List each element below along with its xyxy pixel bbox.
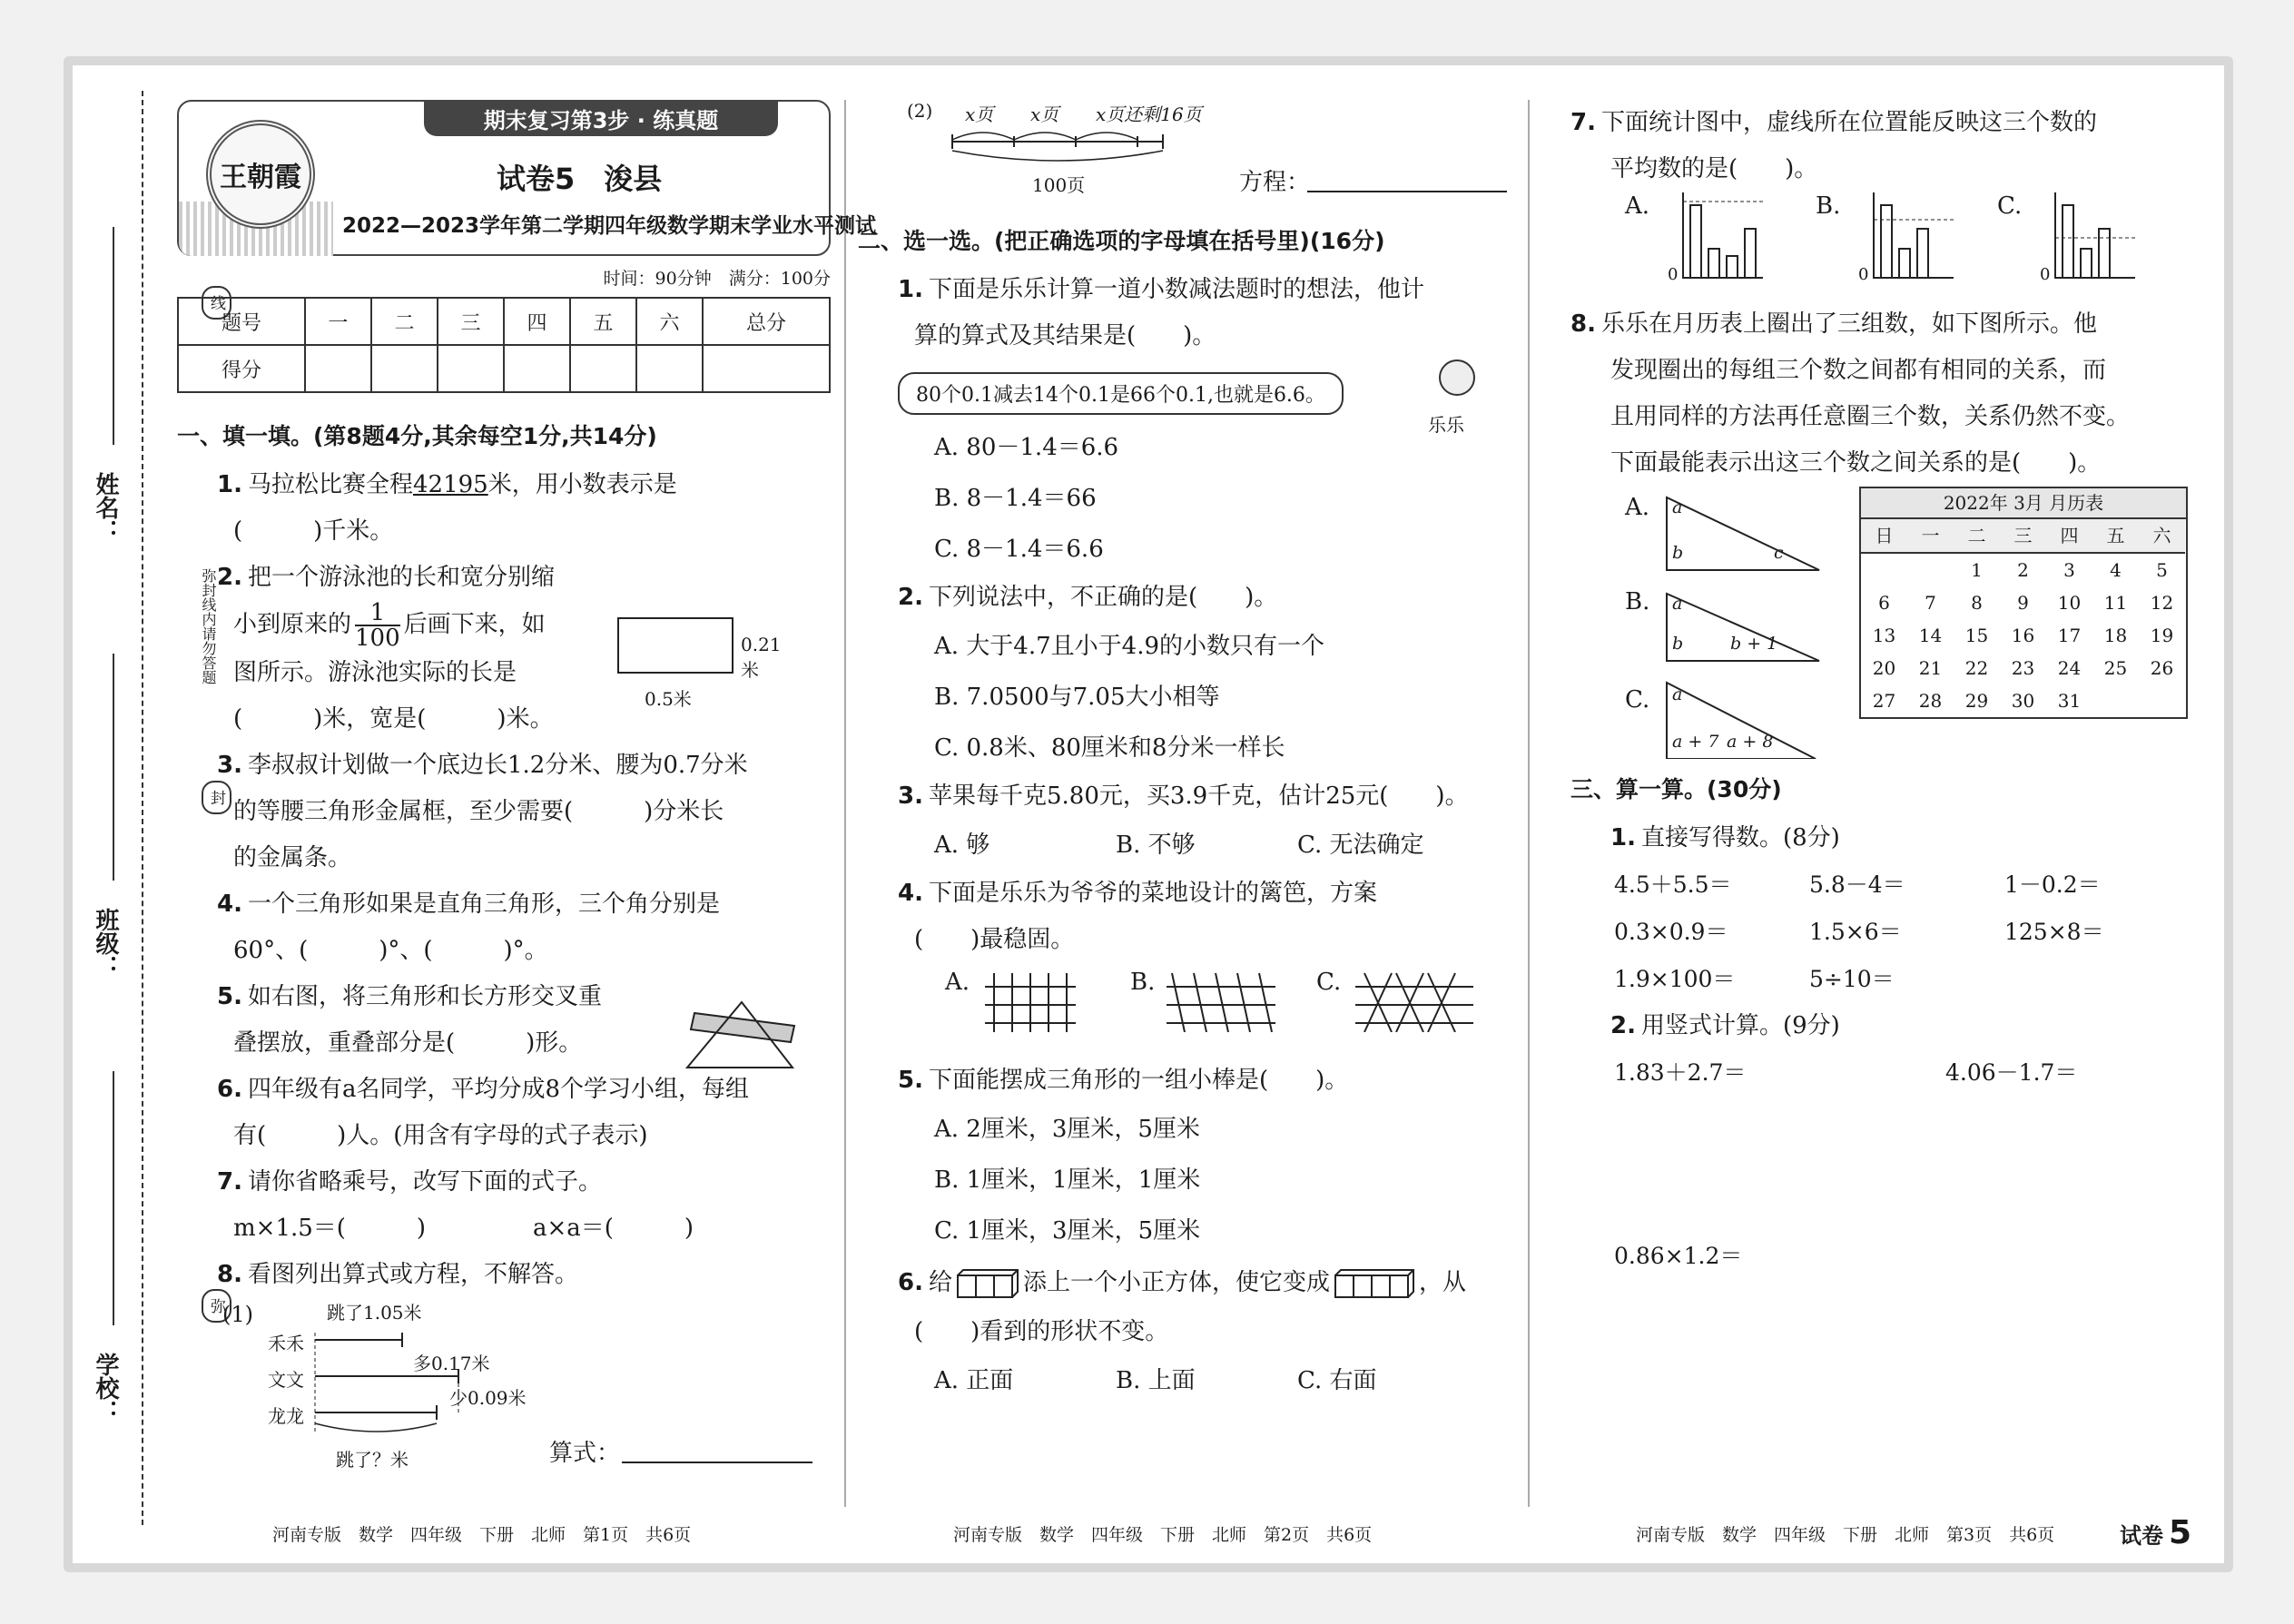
question-2-5: 5. 下面能摆成三角形的一组小棒是( )。 <box>898 1067 1349 1094</box>
pool-width-label: 0.21米 <box>741 634 782 681</box>
pool-diagram <box>617 617 799 717</box>
score-cell[interactable] <box>305 345 371 392</box>
fence-slant-icon <box>1167 969 1275 1032</box>
calc-item[interactable]: 5.8－4＝ <box>1809 871 1905 898</box>
score-head: 四 <box>504 298 570 345</box>
options-2-3 <box>858 820 1511 871</box>
question-1-7-items[interactable]: m×1.5＝( ) a×a＝( ) <box>233 1215 694 1242</box>
option-2-4-b[interactable]: B. <box>1130 969 1156 996</box>
calendar-day: 5 <box>2156 559 2168 581</box>
vertical-calc-item[interactable]: 1.83＋2.7＝ <box>1614 1059 1747 1086</box>
marathon-distance: 42195 <box>412 471 488 498</box>
option-2-1-a[interactable]: A. 80－1.4＝6.6 <box>934 434 1119 461</box>
question-1-2: 2. 把一个游泳池的长和宽分别缩 <box>217 564 555 591</box>
calendar-day: 4 <box>2110 559 2122 581</box>
calendar-day: 11 <box>2103 592 2128 614</box>
calendar-day: 26 <box>2150 657 2174 679</box>
question-1-6: 6. 四年级有a名同学，平均分成8个学习小组，每组 <box>217 1076 750 1103</box>
triangle-rectangle-figure <box>685 999 803 1071</box>
score-cell[interactable] <box>636 345 703 392</box>
page-footer-1: 河南专版 数学 四年级 下册 北师 第1页 共6页 <box>272 1525 692 1545</box>
formula-label: 算式： <box>549 1440 621 1467</box>
calendar-day: 1 <box>1971 559 1983 581</box>
calendar-grid <box>1861 519 2186 717</box>
calendar-week-row <box>1861 554 2186 586</box>
calendar-day: 27 <box>1872 690 1896 712</box>
column-2 <box>858 100 1511 1406</box>
mini-bar-chart-b <box>1872 192 1954 280</box>
calendar-day: 10 <box>2057 592 2082 614</box>
option-2-8-b[interactable]: B. <box>1625 588 1650 615</box>
question-1-3-line3: 的金属条。 <box>233 844 352 871</box>
seal-mark-mi: 弥 <box>202 1289 231 1323</box>
section-3-title: 三、算一算。(30分) <box>1570 776 1782 802</box>
calendar-day: 28 <box>1918 690 1943 712</box>
calendar-week-row <box>1861 652 2186 684</box>
column-3 <box>1570 100 2206 1280</box>
time-score-info: 时间：90分钟 满分：100分 <box>603 269 831 289</box>
question-1-7: 7. 请你省略乘号，改写下面的式子。 <box>217 1168 602 1196</box>
binding-margin <box>73 91 225 1525</box>
jump-diagram: (1) 跳了1.05米 禾禾 文文 龙龙 多0.17米 少0.09米 跳了？米 算式： <box>177 1298 831 1480</box>
vertical-calc-row <box>1570 1049 2206 1097</box>
column-divider <box>1528 100 1530 1507</box>
option-2-4-a[interactable]: A. <box>945 969 970 996</box>
options-2-6 <box>858 1355 1511 1406</box>
calendar-day: 31 <box>2057 690 2082 712</box>
option-2-6-c[interactable]: C. 右面 <box>1297 1367 1377 1394</box>
answer-blank[interactable]: ( )千米。 <box>233 517 394 545</box>
question-1-4: 4. 一个三角形如果是直角三角形，三个角分别是 <box>217 891 720 918</box>
fence-square-icon <box>985 969 1076 1032</box>
calendar-day: 6 <box>1878 592 1890 614</box>
calendar-day: 30 <box>2011 690 2035 712</box>
question-1-2-line2: 小到原来的 $\frac{1}{100}$ 后画下来，如 <box>233 599 546 652</box>
seal-mark-feng: 封 <box>202 781 231 814</box>
vertical-calc-item[interactable]: 4.06－1.7＝ <box>1945 1059 2078 1086</box>
question-2-2: 2. 下列说法中，不正确的是( )。 <box>898 584 1278 611</box>
calendar-title: 2022年 3月 月历表 <box>1861 488 2186 519</box>
calc-item[interactable]: 0.3×0.9＝ <box>1614 919 1728 945</box>
option-2-7-b[interactable]: B. <box>1816 192 1841 220</box>
calendar-day: 23 <box>2011 657 2035 679</box>
name-label: 姓名： <box>92 472 119 543</box>
question-1-5: 5. 如右图，将三角形和长方形交叉重 <box>217 983 602 1010</box>
score-head: 五 <box>570 298 636 345</box>
question-1-1: 1. 马拉松比赛全程42195米，用小数表示是 <box>217 471 677 498</box>
calendar-week-row <box>1861 586 2186 619</box>
question-2-6: 6. 给 添上一个小正方体，使它变成 ，从 <box>858 1256 1511 1309</box>
calendar-weekday: 二 <box>1954 519 2000 554</box>
score-head: 一 <box>305 298 371 345</box>
option-2-1-c[interactable]: C. 8－1.4＝6.6 <box>934 536 1104 563</box>
answer-blank[interactable]: 叠摆放，重叠部分是( )形。 <box>233 1029 583 1057</box>
pool-length-label: 0.5米 <box>645 688 692 710</box>
calendar-day: 22 <box>1964 657 1989 679</box>
score-row-label: 得分 <box>178 345 305 392</box>
score-cell[interactable] <box>570 345 636 392</box>
option-2-3-b[interactable]: B. 不够 <box>1116 832 1196 859</box>
option-2-3-c[interactable]: C. 无法确定 <box>1297 832 1424 859</box>
cubes-four-icon <box>1334 1268 1415 1299</box>
vertical-calc-row <box>1570 1233 2206 1280</box>
question-2-8-line2: 发现圈出的每组三个数之间都有相同的关系，而 <box>1610 357 2107 384</box>
exam-number-badge: 试卷 5 <box>2120 1514 2192 1551</box>
question-2-8-line3: 且用同样的方法再任意圈三个数，关系仍然不变。 <box>1610 403 2131 430</box>
option-2-8-a[interactable]: A. <box>1625 494 1650 521</box>
question-3-2: 2. 用竖式计算。(9分) <box>1610 1012 1840 1039</box>
column-divider <box>844 100 846 1507</box>
question-1-3-line2: 的等腰三角形金属框，至少需要( )分米长 <box>233 798 724 825</box>
cubes-three-icon <box>956 1268 1019 1299</box>
option-2-8-c[interactable]: C. <box>1625 686 1650 714</box>
exam-header <box>177 100 877 256</box>
calendar-day: 17 <box>2057 625 2082 646</box>
question-2-8: 8. 乐乐在月历表上圈出了三组数，如下图所示。他 <box>1570 310 2097 338</box>
fraction: $\frac{1}{100}$ <box>355 599 400 652</box>
score-cell[interactable] <box>371 345 438 392</box>
calendar-header-row <box>1861 519 2186 554</box>
question-2-4: 4. 下面是乐乐为爷爷的菜地设计的篱笆，方案 <box>898 880 1377 907</box>
calendar-day: 15 <box>1964 625 1989 646</box>
option-2-2-b[interactable]: B. 7.0500与7.05大小相等 <box>934 684 1220 711</box>
equation-answer-line[interactable] <box>1307 191 1507 192</box>
option-2-5-c[interactable]: C. 1厘米，3厘米，5厘米 <box>934 1217 1201 1245</box>
seal-note: 弥封线内请勿答题 <box>198 563 219 690</box>
calendar-weekday: 三 <box>2000 519 2046 554</box>
calendar-day: 9 <box>2017 592 2029 614</box>
seal-mark-xian: 线 <box>202 286 231 320</box>
score-cell[interactable] <box>703 345 830 392</box>
score-head: 题号 <box>178 298 305 345</box>
page-footer-2: 河南专版 数学 四年级 下册 北师 第2页 共6页 <box>953 1525 1373 1545</box>
question-2-3: 3. 苹果每千克5.80元，买3.9千克，估计25元( )。 <box>898 782 1469 810</box>
score-head: 三 <box>438 298 504 345</box>
mini-bar-chart-a <box>1681 192 1763 280</box>
calc-item[interactable]: 1.9×100＝ <box>1614 966 1736 992</box>
calendar <box>1859 487 2188 719</box>
calendar-day: 12 <box>2150 592 2174 614</box>
triangle-options: A. B. C. a b c a b b + 1 a a + 7 a + 8 2022年 3月 月历表 日 一 二 三 四 五 六 1 2 3 4 5 6 7 8 9 10 11 12 13 14 15 16 17 18 19 20 21 22 23 24 25 26 27 28 29 30 31 <box>1570 487 2206 759</box>
calc-item[interactable]: 4.5＋5.5＝ <box>1614 871 1732 898</box>
question-1-8: 8. 看图列出算式或方程，不解答。 <box>217 1261 578 1288</box>
calendar-day: 18 <box>2103 625 2128 646</box>
question-3-1: 1. 直接写得数。(8分) <box>1610 824 1840 851</box>
calendar-weekday: 日 <box>1861 519 1907 554</box>
question-1-3: 3. 李叔叔计划做一个底边长1.2分米、腰为0.7分米 <box>217 752 748 779</box>
option-2-1-b[interactable]: B. 8－1.4＝66 <box>934 485 1097 512</box>
vertical-calc-item[interactable]: 0.86×1.2＝ <box>1614 1243 1743 1269</box>
question-1-2-line3: 图所示。游泳池实际的长是 <box>233 659 517 686</box>
calendar-day: 16 <box>2011 625 2035 646</box>
column-1 <box>177 100 877 1480</box>
lele-avatar <box>1439 359 1475 396</box>
name-line[interactable] <box>113 227 114 445</box>
answer-blank[interactable]: 下面最能表示出这三个数之间关系的是( )。 <box>1610 449 2102 477</box>
calc-row <box>1570 909 2206 956</box>
pool-rect <box>617 617 733 674</box>
answer-blank[interactable]: 平均数的是( )。 <box>1610 155 1818 182</box>
labeled-triangles <box>1665 496 1828 759</box>
mini-bar-chart-c <box>2053 192 2135 280</box>
answer-blank[interactable]: ( )看到的形状不变。 <box>914 1318 1169 1345</box>
series-tag: 期末复习第3步 · 练真题 <box>424 100 778 136</box>
fence-cross-icon <box>1355 969 1473 1032</box>
seal-line <box>142 91 143 1525</box>
answer-blank[interactable]: ( )米，宽是( )米。 <box>233 705 554 733</box>
score-cell[interactable] <box>504 345 570 392</box>
calendar-week-row <box>1861 684 2186 717</box>
score-head: 六 <box>636 298 703 345</box>
calendar-day: 29 <box>1964 690 1989 712</box>
calendar-day: 8 <box>1971 592 1983 614</box>
answer-blank[interactable]: 有( )人。(用含有字母的式子表示) <box>233 1122 648 1149</box>
page-footer-3: 河南专版 数学 四年级 下册 北师 第3页 共6页 <box>1636 1525 2055 1545</box>
equation-label: 方程： <box>1239 169 1311 196</box>
page-bar <box>949 122 1167 176</box>
exam-title: 试卷5 浚县 <box>497 162 663 196</box>
lele-label: 乐乐 <box>1428 414 1464 436</box>
score-cell[interactable] <box>438 345 504 392</box>
calendar-day: 14 <box>1918 625 1943 646</box>
score-table <box>177 297 831 393</box>
thought-bubble-row <box>858 359 1511 436</box>
calc-item[interactable]: 1.5×6＝ <box>1809 919 1902 945</box>
calendar-week-row <box>1861 619 2186 652</box>
class-label: 班级： <box>92 908 119 979</box>
fence-options <box>858 963 1511 1045</box>
jump-bars <box>313 1316 477 1443</box>
calc-item[interactable]: 125×8＝ <box>2004 919 2104 945</box>
school-line[interactable] <box>113 1071 114 1325</box>
answer-blank[interactable]: 60°、( )°、( )°。 <box>233 937 548 964</box>
calc-row <box>1570 861 2206 909</box>
option-2-2-c[interactable]: C. 0.8米、80厘米和8分米一样长 <box>934 734 1285 762</box>
calendar-day: 24 <box>2057 657 2082 679</box>
class-line[interactable] <box>113 654 114 881</box>
calendar-weekday: 六 <box>2139 519 2185 554</box>
calc-row <box>1570 956 2206 1003</box>
calendar-day: 19 <box>2150 625 2174 646</box>
formula-answer-line[interactable] <box>622 1462 812 1463</box>
section-1-title: 一、填一填。(第8题4分,其余每空1分,共14分) <box>177 423 657 449</box>
answer-blank[interactable]: ( )最稳固。 <box>914 926 1075 953</box>
question-2-1: 1. 下面是乐乐计算一道小数减法题时的想法，他计 <box>898 276 1424 303</box>
calendar-day: 20 <box>1872 657 1896 679</box>
calc-item[interactable]: 5÷10＝ <box>1809 966 1895 992</box>
thought-bubble: 80个0.1减去14个0.1是66个0.1,也就是6.6。 <box>898 372 1344 415</box>
option-2-7-c[interactable]: C. <box>1997 192 2023 220</box>
calendar-day: 2 <box>2017 559 2029 581</box>
calendar-day: 3 <box>2063 559 2075 581</box>
calendar-weekday: 四 <box>2046 519 2092 554</box>
calc-item[interactable]: 1－0.2＝ <box>2004 871 2101 898</box>
section-2-title: 二、选一选。(把正确选项的字母填在括号里)(16分) <box>858 228 1385 254</box>
score-head: 二 <box>371 298 438 345</box>
option-2-5-a[interactable]: A. 2厘米，3厘米，5厘米 <box>934 1116 1200 1143</box>
option-2-2-a[interactable]: A. 大于4.7且小于4.9的小数只有一个 <box>934 633 1325 660</box>
question-2-7: 7. 下面统计图中，虚线所在位置能反映这三个数的 <box>1570 109 2097 136</box>
calendar-day: 21 <box>1918 657 1943 679</box>
page-diagram: (2) x页 x页 x页还剩16页 100页 方程： <box>858 100 1511 200</box>
calendar-day: 7 <box>1925 592 1936 614</box>
school-label: 学校： <box>92 1353 119 1423</box>
calendar-day: 13 <box>1872 625 1896 646</box>
option-2-7-a[interactable]: A. <box>1625 192 1650 220</box>
exam-subtitle: 2022—2023学年第二学期四年级数学期末学业水平测试 <box>342 214 877 238</box>
calendar-weekday: 一 <box>1907 519 1954 554</box>
calendar-day: 25 <box>2103 657 2128 679</box>
bar-chart-options: A. B. C. 0 0 0 <box>1570 192 2206 292</box>
option-2-4-c[interactable]: C. <box>1316 969 1342 996</box>
answer-blank[interactable]: 算的算式及其结果是( )。 <box>914 322 1216 349</box>
option-2-6-b[interactable]: B. 上面 <box>1116 1367 1196 1394</box>
option-2-5-b[interactable]: B. 1厘米，1厘米，1厘米 <box>934 1166 1201 1194</box>
option-2-3-a[interactable]: A. 够 <box>934 832 990 859</box>
brand-logo: 王朝霞 <box>206 120 315 229</box>
calendar-weekday: 五 <box>2092 519 2139 554</box>
score-head: 总分 <box>703 298 830 345</box>
option-2-6-a[interactable]: A. 正面 <box>934 1367 1014 1394</box>
